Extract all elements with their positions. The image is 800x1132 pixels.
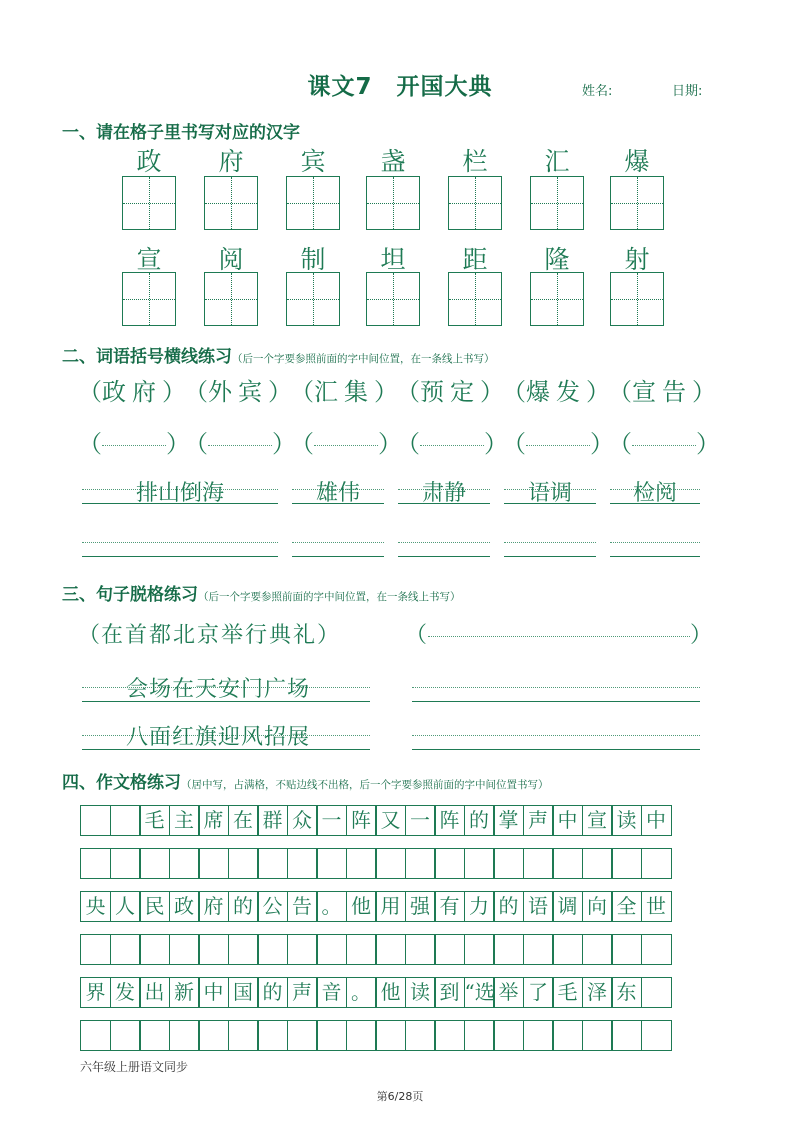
empty-composition-cell[interactable] (493, 1020, 524, 1051)
composition-row (80, 891, 670, 922)
line-word: 雄伟 (315, 481, 360, 506)
empty-composition-cell[interactable] (80, 1020, 111, 1051)
writing-baseline[interactable] (610, 556, 700, 557)
empty-paren-blank[interactable]: （ ） (78, 430, 190, 458)
model-character: 政 (136, 147, 162, 176)
composition-cell: 出 (139, 977, 170, 1008)
empty-paren-blank[interactable]: （ ） (608, 430, 720, 458)
section4-heading (62, 768, 549, 793)
grid-guide-vertical (313, 273, 314, 325)
empty-composition-cell[interactable] (346, 848, 377, 879)
paren-word-text: 汇集 (314, 378, 374, 406)
empty-composition-cell[interactable] (493, 934, 524, 965)
composition-cell: 向 (582, 891, 613, 922)
empty-composition-cell[interactable] (228, 848, 259, 879)
empty-composition-cell[interactable] (198, 1020, 229, 1051)
section2-note: （后一个字要参照前面的字中间位置，在一条线上书写） (232, 353, 495, 365)
empty-composition-cell[interactable] (257, 1020, 288, 1051)
empty-composition-cell[interactable] (641, 934, 672, 965)
section3-heading (62, 580, 461, 605)
grid-guide-vertical (393, 177, 394, 229)
guide-dotted-line (412, 687, 700, 688)
empty-composition-cell[interactable] (287, 848, 318, 879)
paren-word-text: 外宾 (208, 378, 268, 406)
sentence-text: 在首都北京举行典礼 (101, 623, 318, 648)
empty-composition-cell[interactable] (110, 1020, 141, 1051)
empty-composition-cell[interactable] (464, 934, 495, 965)
composition-cell: 的 (257, 977, 288, 1008)
section4-note: （居中写，占满格，不贴边线不出格，后一个字要参照前面的字中间位置书写） (181, 779, 549, 791)
empty-composition-cell[interactable] (228, 934, 259, 965)
empty-composition-cell[interactable] (611, 1020, 642, 1051)
composition-cell: 公 (257, 891, 288, 922)
model-character: 汇 (544, 147, 570, 176)
empty-composition-cell[interactable] (375, 934, 406, 965)
empty-composition-cell[interactable] (434, 1020, 465, 1051)
grid-guide-vertical (393, 273, 394, 325)
composition-cell: 举 (493, 977, 524, 1008)
composition-cell: 毛 (552, 977, 583, 1008)
model-character: 射 (624, 245, 650, 274)
writing-grid-box[interactable] (122, 272, 176, 326)
composition-cell: 群 (257, 805, 288, 836)
composition-row (80, 805, 670, 836)
composition-cell: 声 (287, 977, 318, 1008)
composition-cell: 掌 (493, 805, 524, 836)
empty-composition-cell[interactable] (434, 848, 465, 879)
composition-cell: 席 (198, 805, 229, 836)
grid-guide-vertical (149, 177, 150, 229)
empty-composition-cell[interactable] (110, 805, 141, 836)
composition-cell: 声 (523, 805, 554, 836)
empty-composition-cell[interactable] (346, 1020, 377, 1051)
composition-row (80, 848, 670, 879)
composition-cell: 他 (375, 977, 406, 1008)
empty-composition-cell[interactable] (346, 934, 377, 965)
grid-guide-vertical (313, 177, 314, 229)
writing-grid-box[interactable] (366, 272, 420, 326)
empty-composition-cell[interactable] (287, 1020, 318, 1051)
composition-cell: 政 (169, 891, 200, 922)
writing-grid-box[interactable] (610, 272, 664, 326)
empty-composition-cell[interactable] (80, 934, 111, 965)
writing-grid-box[interactable] (448, 176, 502, 230)
paren-word-text: 政府 (102, 378, 162, 406)
composition-cell: 语 (523, 891, 554, 922)
writing-grid-box[interactable] (530, 272, 584, 326)
writing-baseline (82, 749, 370, 750)
composition-cell: 界 (80, 977, 111, 1008)
composition-cell: 阵 (346, 805, 377, 836)
writing-baseline[interactable] (504, 556, 596, 557)
empty-composition-cell[interactable] (169, 1020, 200, 1051)
empty-composition-cell[interactable] (641, 1020, 672, 1051)
composition-cell: 强 (405, 891, 436, 922)
writing-baseline[interactable] (398, 556, 490, 557)
paren-word-text: 宣告 (632, 378, 692, 406)
composition-cell: 的 (464, 805, 495, 836)
grid-guide-vertical (557, 177, 558, 229)
composition-cell: 一 (316, 805, 347, 836)
writing-baseline[interactable] (82, 556, 278, 557)
composition-row (80, 1020, 670, 1051)
model-character: 爆 (624, 147, 650, 176)
page-number: 第6/28页 (376, 1090, 424, 1103)
composition-cell: 告 (287, 891, 318, 922)
empty-composition-cell[interactable] (582, 934, 613, 965)
composition-cell: 国 (228, 977, 259, 1008)
model-character: 盏 (380, 147, 406, 176)
empty-sentence-paren[interactable]: （ ） (405, 623, 714, 648)
composition-cell: 。 (316, 891, 347, 922)
empty-composition-cell[interactable] (611, 934, 642, 965)
guide-dotted-line (398, 542, 490, 543)
guide-dotted-line (82, 542, 278, 543)
empty-composition-cell[interactable] (110, 934, 141, 965)
model-character: 宾 (300, 147, 326, 176)
writing-grid-box[interactable] (530, 176, 584, 230)
composition-cell: 人 (110, 891, 141, 922)
empty-composition-cell[interactable] (139, 1020, 170, 1051)
composition-cell: 一 (405, 805, 436, 836)
writing-baseline (82, 701, 370, 702)
paren-word: （政府） (78, 378, 186, 406)
line-word: 肃静 (421, 481, 466, 506)
writing-baseline (82, 503, 278, 504)
composition-cell: 中 (641, 805, 672, 836)
model-character: 隆 (544, 245, 570, 274)
composition-cell: 泽 (582, 977, 613, 1008)
paren-word: （爆发） (502, 378, 610, 406)
model-character: 宣 (136, 245, 162, 274)
empty-composition-cell[interactable] (523, 934, 554, 965)
section3-note: （后一个字要参照前面的字中间位置，在一条线上书写） (198, 591, 461, 603)
writing-grid-box[interactable] (286, 176, 340, 230)
composition-cell: 的 (493, 891, 524, 922)
empty-composition-cell[interactable] (375, 848, 406, 879)
sentence-text: 八面红旗迎风招展 (126, 725, 311, 750)
section4-title: 四、作文格练习 (62, 773, 181, 793)
empty-composition-cell[interactable] (493, 848, 524, 879)
writing-baseline (504, 503, 596, 504)
empty-composition-cell[interactable] (316, 848, 347, 879)
writing-grid-box[interactable] (366, 176, 420, 230)
composition-cell: 众 (287, 805, 318, 836)
composition-cell: 东 (611, 977, 642, 1008)
line-word: 排山倒海 (135, 481, 224, 506)
empty-composition-cell[interactable] (228, 1020, 259, 1051)
composition-cell: 的 (228, 891, 259, 922)
composition-cell: 世 (641, 891, 672, 922)
composition-cell: 有 (434, 891, 465, 922)
writing-grid-box[interactable] (122, 176, 176, 230)
writing-baseline (610, 503, 700, 504)
paren-word: （汇集） (290, 378, 398, 406)
model-character: 栏 (462, 147, 488, 176)
composition-cell: 读 (611, 805, 642, 836)
writing-baseline[interactable] (292, 556, 384, 557)
paren-word: （宣告） (608, 378, 716, 406)
empty-composition-cell[interactable] (523, 848, 554, 879)
composition-cell: 读 (405, 977, 436, 1008)
composition-cell: 央 (80, 891, 111, 922)
section2-title: 二、词语括号横线练习 (62, 347, 232, 367)
composition-cell: 了 (523, 977, 554, 1008)
composition-cell: 音 (316, 977, 347, 1008)
empty-composition-cell[interactable] (434, 934, 465, 965)
sentence-text: 会场在天安门广场 (126, 677, 311, 702)
writing-grid-box[interactable] (286, 272, 340, 326)
page-title: 课文7 开国大典 (307, 74, 493, 100)
empty-composition-cell[interactable] (316, 934, 347, 965)
writing-grid-box[interactable] (448, 272, 502, 326)
empty-composition-cell[interactable] (552, 934, 583, 965)
composition-cell: 宣 (582, 805, 613, 836)
empty-composition-cell[interactable] (552, 848, 583, 879)
empty-composition-cell[interactable] (464, 848, 495, 879)
composition-row (80, 977, 670, 1008)
composition-cell: 府 (198, 891, 229, 922)
composition-cell: “选 (464, 977, 495, 1008)
grid-guide-vertical (557, 273, 558, 325)
empty-composition-cell[interactable] (80, 805, 111, 836)
grid-guide-vertical (637, 273, 638, 325)
composition-cell: 用 (375, 891, 406, 922)
composition-cell: 新 (169, 977, 200, 1008)
model-character: 阅 (218, 245, 244, 274)
empty-composition-cell[interactable] (287, 934, 318, 965)
writing-grid-box[interactable] (204, 176, 258, 230)
empty-composition-cell[interactable] (257, 934, 288, 965)
writing-grid-box[interactable] (204, 272, 258, 326)
writing-baseline[interactable] (412, 749, 700, 750)
empty-composition-cell[interactable] (80, 848, 111, 879)
sentence-paren: （在首都北京举行典礼） (78, 623, 341, 648)
empty-composition-cell[interactable] (405, 1020, 436, 1051)
composition-cell: 到 (434, 977, 465, 1008)
composition-cell: 发 (110, 977, 141, 1008)
empty-composition-cell[interactable] (464, 1020, 495, 1051)
model-character: 制 (300, 245, 326, 274)
model-character: 距 (462, 245, 488, 274)
empty-composition-cell[interactable] (523, 1020, 554, 1051)
empty-composition-cell[interactable] (405, 848, 436, 879)
empty-composition-cell[interactable] (110, 848, 141, 879)
composition-cell: 调 (552, 891, 583, 922)
empty-paren-blank[interactable]: （ ） (396, 430, 508, 458)
empty-composition-cell[interactable] (316, 1020, 347, 1051)
empty-composition-cell[interactable] (169, 934, 200, 965)
paren-word-text: 预定 (420, 378, 480, 406)
section3-title: 三、句子脱格练习 (62, 585, 198, 605)
section1-heading: 一、请在格子里书写对应的汉字 (62, 123, 300, 143)
empty-paren-blank[interactable]: （ ） (184, 430, 296, 458)
composition-cell: 民 (139, 891, 170, 922)
paren-word: （预定） (396, 378, 504, 406)
empty-composition-cell[interactable] (582, 848, 613, 879)
date-label: 日期: (672, 84, 703, 99)
empty-composition-cell[interactable] (552, 1020, 583, 1051)
empty-composition-cell[interactable] (641, 977, 672, 1008)
composition-cell: 中 (552, 805, 583, 836)
empty-paren-blank[interactable]: （ ） (290, 430, 402, 458)
paren-word-text: 爆发 (526, 378, 586, 406)
empty-composition-cell[interactable] (198, 848, 229, 879)
section2-heading (62, 342, 495, 367)
model-character: 坦 (380, 245, 406, 274)
composition-row (80, 934, 670, 965)
writing-baseline (398, 503, 490, 504)
composition-cell: 中 (198, 977, 229, 1008)
grid-guide-vertical (475, 273, 476, 325)
empty-composition-cell[interactable] (139, 848, 170, 879)
grid-guide-vertical (475, 177, 476, 229)
empty-paren-blank[interactable]: （ ） (502, 430, 614, 458)
composition-cell: 毛 (139, 805, 170, 836)
empty-composition-cell[interactable] (641, 848, 672, 879)
writing-baseline (292, 503, 384, 504)
grid-guide-vertical (231, 177, 232, 229)
writing-grid-box[interactable] (610, 176, 664, 230)
composition-cell: 他 (346, 891, 377, 922)
empty-composition-cell[interactable] (139, 934, 170, 965)
guide-dotted-line (412, 735, 700, 736)
composition-cell: 力 (464, 891, 495, 922)
grid-guide-vertical (231, 273, 232, 325)
guide-dotted-line (292, 542, 384, 543)
grid-guide-vertical (637, 177, 638, 229)
composition-cell: 又 (375, 805, 406, 836)
guide-dotted-line (504, 542, 596, 543)
empty-composition-cell[interactable] (611, 848, 642, 879)
grid-guide-vertical (149, 273, 150, 325)
composition-cell: 阵 (434, 805, 465, 836)
paren-word: （外宾） (184, 378, 292, 406)
line-word: 语调 (527, 481, 572, 506)
empty-composition-cell[interactable] (169, 848, 200, 879)
composition-cell: 主 (169, 805, 200, 836)
composition-cell: 全 (611, 891, 642, 922)
composition-cell: 。 (346, 977, 377, 1008)
composition-cell: 在 (228, 805, 259, 836)
empty-composition-cell[interactable] (198, 934, 229, 965)
line-word: 检阅 (632, 481, 677, 506)
writing-baseline[interactable] (412, 701, 700, 702)
empty-composition-cell[interactable] (405, 934, 436, 965)
empty-composition-cell[interactable] (257, 848, 288, 879)
empty-composition-cell[interactable] (375, 1020, 406, 1051)
name-label: 姓名: (582, 84, 613, 99)
guide-dotted-line (610, 542, 700, 543)
empty-composition-cell[interactable] (582, 1020, 613, 1051)
book-label: 六年级上册语文同步 (80, 1060, 189, 1074)
model-character: 府 (218, 147, 244, 176)
